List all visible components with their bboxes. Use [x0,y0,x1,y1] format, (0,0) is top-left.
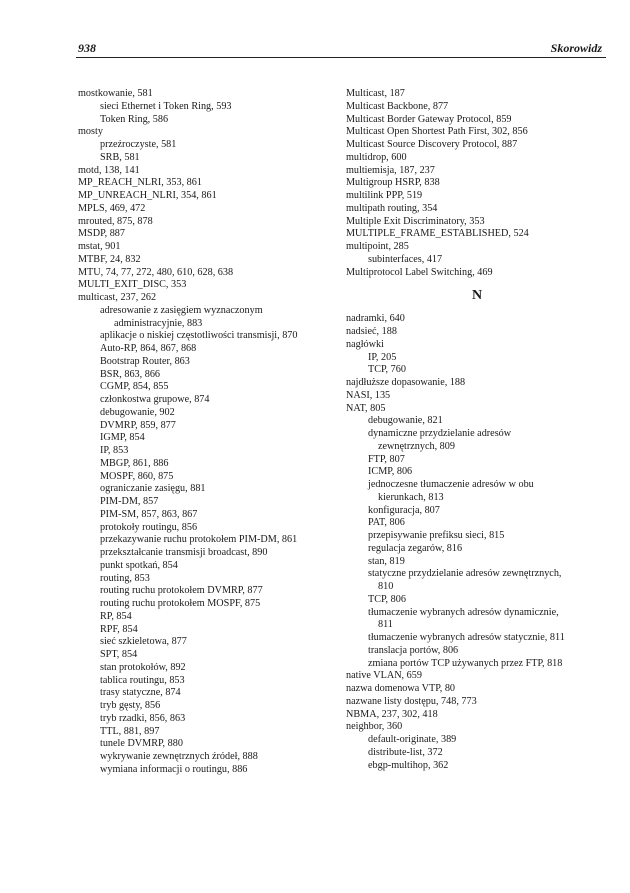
index-group-n [346,313,608,772]
index-entry: native VLAN, 659 [346,670,422,682]
index-subentry: tryb gęsty, 856 [100,700,161,711]
index-entry: motd, 138, 141 [78,164,140,176]
index-subentry: SPT, 854 [100,649,138,660]
index-subentry: zewnętrznych, 809 [378,440,455,452]
index-entry: Multicast Border Gateway Protocol, 859 [346,113,512,125]
index-entry: MTBF, 24, 832 [78,253,141,265]
index-subentry: adresowanie z zasięgiem wyznaczonym [100,304,263,316]
index-subentry: przekazywanie ruchu protokołem PIM-DM, 861 [100,534,298,546]
index-entry: nadramki, 640 [346,313,405,325]
index-subentry: kierunkach, 813 [378,491,444,503]
index-entry: MTU, 74, 77, 272, 480, 610, 628, 638 [78,266,234,278]
index-subentry: TCP, 760 [368,364,406,376]
index-subentry: IGMP, 854 [100,432,145,444]
index-subentry: TCP, 806 [368,593,406,605]
index-subentry: TTL, 881, 897 [100,725,160,737]
running-title: Skorowidz [550,41,602,55]
index-subentry: przekształcanie transmisji broadcast, 890 [100,547,268,558]
index-subentry: tunele DVMRP, 880 [100,738,183,750]
index-subentry: RPF, 854 [100,623,138,635]
index-subentry: Token Ring, 586 [100,113,169,125]
index-subentry: tłumaczenie wybranych adresów statycznie, 811 [368,632,565,643]
index-subentry: jednoczesne tłumaczenie adresów w obu [368,479,534,490]
index-entry: MP_UNREACH_NLRI, 354, 861 [78,190,217,201]
index-subentry: konfiguracja, 807 [368,504,440,516]
index-subentry: DVMRP, 859, 877 [100,419,176,431]
index-entry: NBMA, 237, 302, 418 [346,708,438,720]
index-subentry: sieci Ethernet i Token Ring, 593 [100,100,232,112]
index-subentry: routing ruchu protokołem MOSPF, 875 [100,598,261,609]
index-entry: Multicast Open Shortest Path First, 302, 856 [346,126,528,138]
index-subentry: sieć szkieletowa, 877 [100,636,187,648]
index-entry: multidrop, 600 [346,151,407,163]
index-entry: MPLS, 469, 472 [78,202,146,214]
index-subentry: PAT, 806 [368,517,405,529]
index-subentry: 810 [378,581,394,592]
index-subentry: translacja portów, 806 [368,644,459,656]
index-subentry: tablica routingu, 853 [100,674,185,686]
index-entry: najdłuższe dopasowanie, 188 [346,377,466,388]
index-subentry: członkostwa grupowe, 874 [100,394,210,405]
index-entry: MULTI_EXIT_DISC, 353 [78,279,187,291]
index-subentry: ebgp-multihop, 362 [368,759,449,771]
index-entry: nazwa domenowa VTP, 80 [346,683,456,694]
index-column-left [78,88,348,777]
section-letter-heading: N [471,288,483,304]
index-subentry: default-originate, 389 [368,734,457,745]
index-entry: Multicast, 187 [346,88,405,99]
index-entry: mstat, 901 [78,241,121,252]
index-entry: Multicast Source Discovery Protocol, 887 [346,139,518,150]
index-subentry: regulacja zegarów, 816 [368,542,463,554]
index-subentry: wykrywanie zewnętrznych źródeł, 888 [100,751,258,762]
index-subentry: dynamiczne przydzielanie adresów [368,428,512,439]
index-entry: Multiple Exit Discriminatory, 353 [346,215,485,227]
index-group-m [346,88,608,279]
index-subentry: subinterfaces, 417 [368,253,443,265]
index-entry: multipoint, 285 [346,241,409,252]
index-entry: mrouted, 875, 878 [78,215,153,227]
index-subentry: BSR, 863, 866 [100,368,161,380]
index-subentry: CGMP, 854, 855 [100,381,169,393]
index-entry: NASI, 135 [346,389,391,401]
index-entry: Multigroup HSRP, 838 [346,177,440,189]
index-subentry: przeźroczyste, 581 [100,139,177,150]
index-entry: mostkowanie, 581 [78,88,153,99]
index-subentry: aplikacje o niskiej częstotliwości transmisji, 870 [100,330,298,342]
index-subentry: ICMP, 806 [368,466,413,478]
index-subentry: distribute-list, 372 [368,746,443,758]
index-subentry: routing, 853 [100,572,150,584]
index-entry: nazwane listy dostępu, 748, 773 [346,695,477,707]
index-subentry: RP, 854 [100,610,132,622]
header-rule [76,57,606,58]
index-entry: nadsieć, 188 [346,326,397,337]
index-subentry: przepisywanie prefiksu sieci, 815 [368,530,505,541]
index-subentry: MBGP, 861, 886 [100,457,169,469]
index-entry: multipath routing, 354 [346,202,438,214]
index-subentry: ograniczanie zasięgu, 881 [100,483,206,495]
index-subentry: debugowanie, 821 [368,415,443,427]
page-number: 938 [78,41,96,55]
index-subentry: stan protokołów, 892 [100,661,186,673]
index-subentry: IP, 205 [368,351,397,363]
index-subentry: FTP, 807 [368,453,405,465]
index-subentry: statyczne przydzielanie adresów zewnętrznych, [368,568,562,580]
index-entry: MP_REACH_NLRI, 353, 861 [78,177,202,189]
index-entry: multiemisja, 187, 237 [346,164,435,176]
index-subentry: trasy statyczne, 874 [100,687,181,699]
index-subentry: Bootstrap Router, 863 [100,355,190,367]
index-subentry: protokoły routingu, 856 [100,521,198,533]
index-column-right [346,88,608,772]
index-subentry: routing ruchu protokołem DVMRP, 877 [100,585,263,597]
index-entry: MULTIPLE_FRAME_ESTABLISHED, 524 [346,228,529,240]
index-entry: Multiprotocol Label Switching, 469 [346,266,493,278]
index-subentry: tłumaczenie wybranych adresów dynamicznie, [368,606,559,618]
index-subentry: zmiana portów TCP używanych przez FTP, 818 [368,657,563,669]
index-entry: MSDP, 887 [78,228,125,240]
index-entry: multilink PPP, 519 [346,190,423,201]
index-subentry: administracyjnie, 883 [114,317,203,329]
index-subentry: wymiana informacji o routingu, 886 [100,763,248,775]
index-subentry: Auto-RP, 864, 867, 868 [100,343,197,354]
index-entry: multicast, 237, 262 [78,292,157,303]
index-entry: nagłówki [346,338,384,350]
index-subentry: PIM-DM, 857 [100,496,159,507]
index-entry: NAT, 805 [346,402,386,414]
index-subentry: 811 [378,619,393,631]
index-subentry: tryb rzadki, 856, 863 [100,712,186,724]
index-entry: mosty [78,126,103,138]
index-subentry: IP, 853 [100,445,129,456]
index-subentry: PIM-SM, 857, 863, 867 [100,508,198,520]
index-subentry: MOSPF, 860, 875 [100,470,174,482]
index-subentry: SRB, 581 [100,151,140,163]
index-subentry: stan, 819 [368,555,405,567]
index-entry: neighbor, 360 [346,721,403,733]
index-entry: Multicast Backbone, 877 [346,100,449,112]
index-subentry: punkt spotkań, 854 [100,559,178,571]
index-subentry: debugowanie, 902 [100,406,175,418]
